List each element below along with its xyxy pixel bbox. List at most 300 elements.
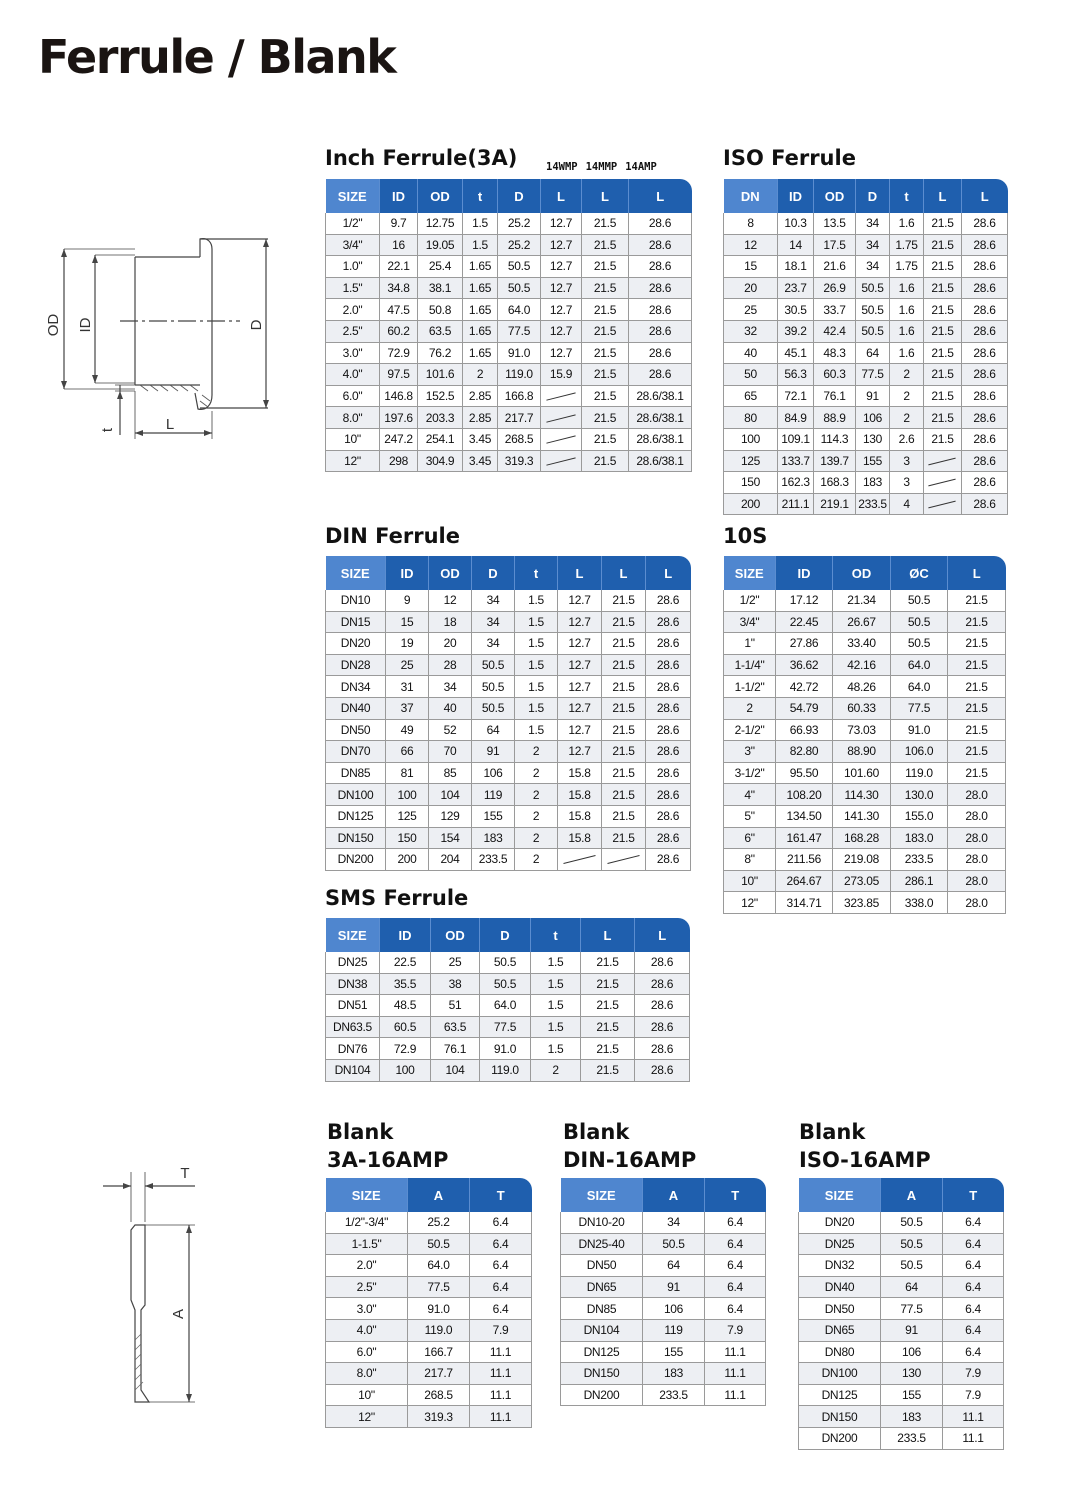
table-cell: 28.6/38.1	[629, 428, 692, 450]
table-cell: 1.5	[463, 234, 498, 256]
table-cell: 50.5	[891, 611, 948, 633]
table-cell: 12"	[326, 450, 380, 472]
table-cell: 1/2"	[724, 590, 776, 611]
table-cell: DN125	[799, 1384, 881, 1406]
table-cell: 21.5	[948, 590, 1006, 611]
table-cell: 21.5	[602, 762, 646, 784]
table-row	[326, 234, 692, 256]
table-cell: 12	[724, 234, 778, 256]
table-row	[799, 1233, 1004, 1255]
table-row	[799, 1298, 1004, 1320]
column-header: T	[943, 1178, 1004, 1212]
blank-iso-title	[799, 1118, 931, 1174]
table-cell: 28.6	[962, 256, 1008, 278]
column-header: L	[924, 179, 962, 213]
not-applicable-cell	[924, 493, 962, 515]
table-cell: 150	[386, 827, 429, 849]
table-cell: 2.85	[463, 385, 498, 407]
table-cell: 25	[386, 654, 429, 676]
table-cell: 1.65	[463, 299, 498, 321]
table-cell: 9.7	[380, 213, 418, 234]
din-ferrule-title: DIN Ferrule	[325, 524, 460, 548]
table-cell: 150	[724, 472, 778, 494]
table-row	[326, 256, 692, 278]
column-header: D	[472, 556, 515, 590]
table-cell: 49	[386, 719, 429, 741]
table-cell: DN10	[326, 590, 386, 611]
table-cell: 21.6	[814, 256, 856, 278]
table-cell: 21.5	[582, 299, 629, 321]
table-cell: 1.75	[890, 234, 924, 256]
table-cell: 104	[429, 784, 472, 806]
table-cell: 77.5	[891, 697, 948, 719]
table-cell: 2.85	[463, 407, 498, 429]
table-cell: 28.6	[962, 299, 1008, 321]
table-cell: 21.5	[581, 1038, 635, 1060]
table-cell: 76.2	[418, 342, 463, 364]
table-cell: 6.4	[943, 1212, 1004, 1233]
table-row	[326, 320, 692, 342]
table-cell: 11.1	[705, 1341, 766, 1363]
table-cell: 1.5	[531, 1038, 581, 1060]
table-cell: 219.1	[814, 493, 856, 515]
table-cell: 133.7	[778, 450, 814, 472]
blank-din-title	[563, 1118, 696, 1174]
column-header: SIZE	[326, 918, 380, 952]
table-cell: 217.7	[498, 407, 541, 429]
table-cell: DN100	[799, 1363, 881, 1385]
column-header: ID	[776, 556, 833, 590]
table-cell: 129	[429, 805, 472, 827]
table-cell: 3.45	[463, 428, 498, 450]
table-cell: 4"	[724, 784, 776, 806]
sub-label: 14AMP	[625, 161, 657, 173]
table-cell: 11.1	[470, 1406, 532, 1428]
table-cell: 26.67	[833, 611, 891, 633]
table-row	[724, 428, 1008, 450]
table-cell: 34	[472, 590, 515, 611]
table-cell: DN20	[326, 633, 386, 655]
table-cell: 21.5	[924, 364, 962, 386]
table-row	[561, 1255, 766, 1277]
table-cell: 91	[856, 385, 890, 407]
table-cell: 114.3	[814, 428, 856, 450]
table-cell: 50.5	[856, 299, 890, 321]
table-cell: 338.0	[891, 892, 948, 914]
column-header: T	[705, 1178, 766, 1212]
table-cell: 155	[856, 450, 890, 472]
table-cell: 152.5	[418, 385, 463, 407]
t-label: T	[180, 1165, 190, 1182]
table-cell: DN125	[561, 1341, 643, 1363]
table-cell: 11.1	[705, 1363, 766, 1385]
table-cell: 50.5	[881, 1255, 943, 1277]
table-cell: 1.5"	[326, 277, 380, 299]
table-cell: 6.4	[943, 1298, 1004, 1320]
table-cell: 28.6	[635, 1059, 690, 1081]
table-cell: DN51	[326, 995, 380, 1017]
column-header: SIZE	[724, 556, 776, 590]
table-cell: 6.4	[470, 1276, 532, 1298]
table-cell: 183	[472, 827, 515, 849]
table-row	[799, 1341, 1004, 1363]
table-cell: 33.7	[814, 299, 856, 321]
table-row	[561, 1319, 766, 1341]
blank-3a-title-line1: Blank	[327, 1120, 394, 1144]
table-cell: 28.6	[646, 849, 691, 871]
table-cell: 28.6	[629, 256, 692, 278]
table-cell: 28.6	[962, 472, 1008, 494]
table-cell: 50.5	[480, 952, 531, 973]
table-cell: 38	[431, 973, 480, 995]
sms-ferrule-table	[325, 918, 690, 1082]
table-cell: 1.6	[890, 342, 924, 364]
table-cell: 15.9	[541, 364, 582, 386]
table-row	[326, 1384, 532, 1406]
table-row	[724, 654, 1006, 676]
table-cell: 72.9	[380, 1038, 431, 1060]
column-header: D	[480, 918, 531, 952]
table-cell: 21.5	[582, 320, 629, 342]
table-cell: 28.6	[962, 364, 1008, 386]
table-cell: 66.93	[776, 719, 833, 741]
table-cell: 233.5	[856, 493, 890, 515]
table-cell: 21.5	[582, 450, 629, 472]
table-row	[799, 1319, 1004, 1341]
table-row	[326, 1341, 532, 1363]
table-cell: 12.7	[558, 676, 602, 698]
table-row	[326, 1255, 532, 1277]
table-row	[724, 762, 1006, 784]
table-cell: 50.5	[643, 1233, 705, 1255]
table-cell: 37	[386, 697, 429, 719]
table-row	[326, 762, 691, 784]
table-cell: 28.0	[948, 805, 1006, 827]
table-cell: 314.71	[776, 892, 833, 914]
table-cell: 28.6	[962, 407, 1008, 429]
table-cell: 2	[515, 849, 558, 871]
table-cell: 64	[472, 719, 515, 741]
table-cell: 109.1	[778, 428, 814, 450]
table-cell: 130	[856, 428, 890, 450]
table-cell: 70	[429, 741, 472, 763]
table-cell: 12.7	[558, 633, 602, 655]
table-cell: 28.6	[635, 973, 690, 995]
column-header: SIZE	[326, 556, 386, 590]
table-cell: 50.5	[856, 277, 890, 299]
table-cell: 18	[429, 611, 472, 633]
table-cell: DN50	[326, 719, 386, 741]
table-cell: 21.5	[948, 697, 1006, 719]
table-cell: DN20	[799, 1212, 881, 1233]
table-cell: 154	[429, 827, 472, 849]
table-cell: 2.6	[890, 428, 924, 450]
sms-ferrule-title: SMS Ferrule	[325, 886, 469, 910]
table-cell: 21.5	[924, 407, 962, 429]
table-cell: 3.0"	[326, 1298, 408, 1320]
table-cell: 247.2	[380, 428, 418, 450]
table-cell: 42.72	[776, 676, 833, 698]
column-header: T	[470, 1178, 532, 1212]
column-header: A	[881, 1178, 943, 1212]
not-applicable-cell	[541, 407, 582, 429]
table-cell: 47.5	[380, 299, 418, 321]
table-cell: 21.5	[602, 784, 646, 806]
table-cell: 34	[472, 633, 515, 655]
table-cell: 1.6	[890, 277, 924, 299]
table-cell: 34	[856, 213, 890, 234]
table-cell: 1/2"	[326, 213, 380, 234]
table-cell: 298	[380, 450, 418, 472]
table-cell: 6.4	[470, 1255, 532, 1277]
table-cell: 1.5	[515, 654, 558, 676]
table-cell: 1.6	[890, 299, 924, 321]
table-cell: 21.5	[602, 827, 646, 849]
table-cell: 60.5	[380, 1016, 431, 1038]
table-cell: DN15	[326, 611, 386, 633]
table-cell: 6.4	[470, 1298, 532, 1320]
table-cell: 6.4	[943, 1341, 1004, 1363]
table-cell: 28.6	[629, 277, 692, 299]
column-header: ØC	[891, 556, 948, 590]
table-cell: 2	[463, 364, 498, 386]
table-cell: DN200	[799, 1427, 881, 1449]
not-applicable-cell	[541, 450, 582, 472]
table-cell: 119.0	[408, 1319, 470, 1341]
table-cell: 6"	[724, 827, 776, 849]
table-cell: 15	[724, 256, 778, 278]
a-label: A	[170, 1308, 187, 1320]
table-cell: 50.5	[881, 1212, 943, 1233]
table-cell: 28.6	[646, 719, 691, 741]
table-cell: 6.4	[470, 1212, 532, 1233]
od-label: OD	[45, 313, 62, 337]
table-cell: 28.0	[948, 849, 1006, 871]
not-applicable-cell	[558, 849, 602, 871]
table-cell: 233.5	[881, 1427, 943, 1449]
table-cell: 12.7	[541, 320, 582, 342]
table-row	[724, 611, 1006, 633]
table-cell: 50.5	[498, 256, 541, 278]
table-cell: 28.6	[962, 213, 1008, 234]
table-cell: 4.0"	[326, 364, 380, 386]
column-header: OD	[431, 918, 480, 952]
table-cell: 28.6	[646, 827, 691, 849]
column-header: OD	[418, 179, 463, 213]
column-header: ID	[380, 179, 418, 213]
table-cell: 50.5	[472, 697, 515, 719]
l-label: L	[165, 416, 175, 433]
table-cell: 108.20	[776, 784, 833, 806]
table-cell: 268.5	[498, 428, 541, 450]
table-row	[724, 364, 1008, 386]
table-cell: 1.75	[890, 256, 924, 278]
table-cell: DN104	[326, 1059, 380, 1081]
table-cell: 3/4"	[724, 611, 776, 633]
table-cell: 21.5	[582, 364, 629, 386]
table-cell: DN85	[561, 1298, 643, 1320]
table-row	[561, 1298, 766, 1320]
table-cell: 21.5	[582, 407, 629, 429]
table-cell: 15.8	[558, 805, 602, 827]
table-row	[799, 1406, 1004, 1428]
table-cell: 54.79	[776, 697, 833, 719]
table-cell: 21.5	[602, 611, 646, 633]
table-cell: 48.3	[814, 342, 856, 364]
table-cell: 1/2"-3/4"	[326, 1212, 408, 1233]
table-cell: 25	[724, 299, 778, 321]
table-cell: 1-1.5"	[326, 1233, 408, 1255]
table-cell: 50.5	[498, 277, 541, 299]
table-cell: 12.7	[558, 590, 602, 611]
not-applicable-cell	[541, 385, 582, 407]
table-cell: 1.65	[463, 256, 498, 278]
table-cell: 64.0	[891, 676, 948, 698]
table-row	[326, 1298, 532, 1320]
table-cell: 21.5	[924, 277, 962, 299]
column-header: L	[582, 179, 629, 213]
table-cell: DN65	[799, 1319, 881, 1341]
table-row	[799, 1384, 1004, 1406]
table-cell: 21.5	[582, 428, 629, 450]
table-row	[799, 1276, 1004, 1298]
table-cell: 28.6	[646, 741, 691, 763]
table-cell: 12"	[724, 892, 776, 914]
inch-ferrule-sub-labels	[546, 161, 657, 173]
table-cell: 166.8	[498, 385, 541, 407]
table-cell: 273.05	[833, 870, 891, 892]
table-cell: 82.80	[776, 741, 833, 763]
table-row	[326, 849, 691, 871]
table-cell: DN38	[326, 973, 380, 995]
blank-din-table	[560, 1178, 766, 1406]
table-cell: 106.0	[891, 741, 948, 763]
table-cell: 134.50	[776, 805, 833, 827]
table-cell: 319.3	[498, 450, 541, 472]
table-cell: 60.2	[380, 320, 418, 342]
column-header: ID	[778, 179, 814, 213]
table-cell: DN40	[799, 1276, 881, 1298]
table-cell: 12.7	[541, 342, 582, 364]
table-cell: 1.5	[531, 1016, 581, 1038]
table-cell: 15	[386, 611, 429, 633]
table-cell: 34	[472, 611, 515, 633]
table-cell: 4.0"	[326, 1319, 408, 1341]
table-cell: 21.5	[582, 256, 629, 278]
table-cell: 2	[515, 827, 558, 849]
table-cell: 91	[881, 1319, 943, 1341]
table-cell: 12.7	[558, 719, 602, 741]
table-cell: DN150	[561, 1363, 643, 1385]
table-cell: 28.6	[629, 364, 692, 386]
table-cell: 183	[881, 1406, 943, 1428]
table-cell: 28.0	[948, 870, 1006, 892]
table-row	[326, 611, 691, 633]
column-header: L	[635, 918, 690, 952]
table-cell: 28.6	[962, 493, 1008, 515]
table-cell: 21.5	[602, 676, 646, 698]
blank-din-title-line2: DIN-16AMP	[563, 1148, 697, 1172]
table-cell: 28.6	[629, 342, 692, 364]
table-row	[799, 1212, 1004, 1233]
table-cell: 56.3	[778, 364, 814, 386]
table-cell: 28.6	[962, 342, 1008, 364]
table-cell: 12.7	[558, 697, 602, 719]
table-cell: 28.6/38.1	[629, 407, 692, 429]
table-cell: 48.26	[833, 676, 891, 698]
table-cell: 1.65	[463, 320, 498, 342]
table-cell: 106	[472, 762, 515, 784]
table-cell: 8.0"	[326, 1363, 408, 1385]
table-cell: 2	[890, 385, 924, 407]
table-cell: 21.5	[924, 256, 962, 278]
table-cell: 21.5	[948, 741, 1006, 763]
table-cell: 10"	[326, 1384, 408, 1406]
table-row	[326, 450, 692, 472]
column-header: L	[629, 179, 692, 213]
table-cell: 7.9	[943, 1384, 1004, 1406]
table-cell: 168.3	[814, 472, 856, 494]
table-cell: 21.5	[948, 719, 1006, 741]
table-cell: 25.2	[408, 1212, 470, 1233]
table-cell: 28.0	[948, 827, 1006, 849]
table-cell: 203.3	[418, 407, 463, 429]
table-row	[326, 428, 692, 450]
table-cell: 21.5	[581, 995, 635, 1017]
table-row	[724, 277, 1008, 299]
table-row	[561, 1233, 766, 1255]
table-row	[561, 1341, 766, 1363]
table-cell: 91.0	[480, 1038, 531, 1060]
column-header: t	[515, 556, 558, 590]
table-cell: 40	[429, 697, 472, 719]
table-cell: DN50	[799, 1298, 881, 1320]
table-cell: 1-1/2"	[724, 676, 776, 698]
table-cell: 12.7	[541, 234, 582, 256]
table-cell: 166.7	[408, 1341, 470, 1363]
table-cell: 88.90	[833, 741, 891, 763]
column-header: A	[408, 1178, 470, 1212]
table-row	[724, 590, 1006, 611]
table-row	[326, 1059, 690, 1081]
column-header: SIZE	[561, 1178, 643, 1212]
table-cell: 6.4	[943, 1319, 1004, 1341]
table-cell: 130.0	[891, 784, 948, 806]
not-applicable-cell	[924, 472, 962, 494]
table-row	[326, 952, 690, 973]
table-cell: 15.8	[558, 762, 602, 784]
table-row	[561, 1363, 766, 1385]
table-cell: 22.1	[380, 256, 418, 278]
table-cell: 3	[890, 472, 924, 494]
table-cell: DN150	[799, 1406, 881, 1428]
table-cell: 9	[386, 590, 429, 611]
table-row	[326, 827, 691, 849]
table-cell: 21.5	[582, 385, 629, 407]
table-cell: 11.1	[943, 1427, 1004, 1449]
table-cell: 211.56	[776, 849, 833, 871]
table-cell: 114.30	[833, 784, 891, 806]
table-cell: DN25	[799, 1233, 881, 1255]
table-cell: 19.05	[418, 234, 463, 256]
table-cell: 7.9	[470, 1319, 532, 1341]
table-cell: 155	[643, 1341, 705, 1363]
table-cell: 100	[386, 784, 429, 806]
table-cell: 204	[429, 849, 472, 871]
column-header: OD	[833, 556, 891, 590]
table-cell: DN200	[561, 1384, 643, 1406]
table-cell: DN34	[326, 676, 386, 698]
